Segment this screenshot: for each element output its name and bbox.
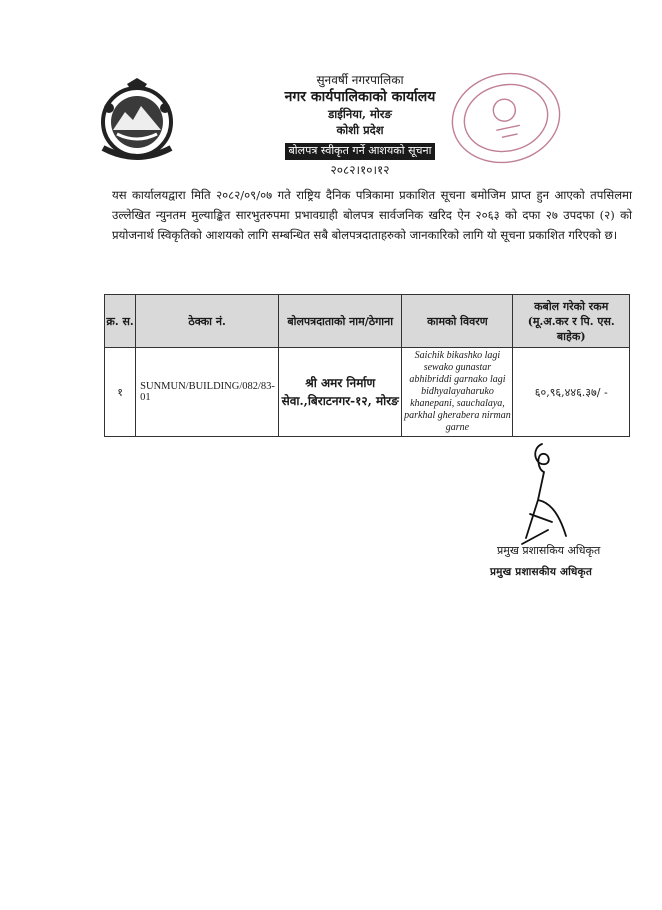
letterhead [250, 72, 470, 178]
row-contract-no: SUNMUN/BUILDING/082/83-01 [136, 348, 279, 437]
nepal-emblem-icon [93, 78, 181, 162]
table-header-row [105, 295, 630, 348]
col-amount-header: कबोल गरेको रकम (मू.अ.कर र पि. एस. बाहेक) [513, 295, 630, 348]
table-row [105, 348, 630, 437]
row-work-description: Saichik bikashko lagi sewako gunastar abhibriddi garnako lagi bidhyalayaharuko khanepani, sauchalaya, parkhal gherabera nirman garne [402, 348, 513, 437]
office-stamp [446, 66, 566, 170]
notice-title: बोलपत्र स्वीकृत गर्ने आशयको सूचना [285, 143, 436, 160]
col-contract-header: ठेक्का नं. [136, 295, 279, 348]
col-bidder-header: बोलपत्रदाताको नाम/ठेगाना [278, 295, 402, 348]
notice-date: २०८२।१०।१२ [330, 162, 390, 177]
bid-table [104, 294, 630, 437]
signatory-designation: प्रमुख प्रशासकिय अधिकृत [497, 544, 601, 557]
row-bidder: श्री अमर निर्माण सेवा.,बिराटनगर-१२, मोरङ [278, 348, 402, 437]
signature [508, 440, 578, 548]
province-name: कोशी प्रदेश [336, 122, 384, 137]
row-amount: ६०,९६,४४६.३७/ - [513, 348, 630, 437]
row-sn: १ [105, 348, 136, 437]
notice-body: यस कार्यालयद्वारा मिति २०८२/०९/०७ गते राष्ट्रिय दैनिक पत्रिकामा प्रकाशित सूचना बमोजिम प्राप्त हुन आएको तपसिलमा उल्लेखित न्युनतम मुल्याङ्कित सारभुतरुपमा प्रभावग्राही बोलपत्र सार्वजनिक खरिद ऐन २०६३ को दफा २७ उपदफा (२) को प्रयोजनार्थ स्विकृतिको आशयको लागि सम्बन्धित सबै बोलपत्रदाताहरुको जानकारिको लागि यो सूचना प्रकाशित गरिएको छ। [112, 188, 632, 242]
office-address: डाईनिया, मोरङ [328, 107, 392, 122]
col-sn-header: क्र. स. [105, 295, 136, 348]
office-name: नगर कार्यपालिकाको कार्यालय [284, 89, 436, 106]
col-work-header: कामको विवरण [402, 295, 513, 348]
municipality-name: सुनवर्षी नगरपालिका [316, 73, 404, 87]
signatory-stamp-designation: प्रमुख प्रशासकीय अधिकृत [490, 566, 593, 578]
